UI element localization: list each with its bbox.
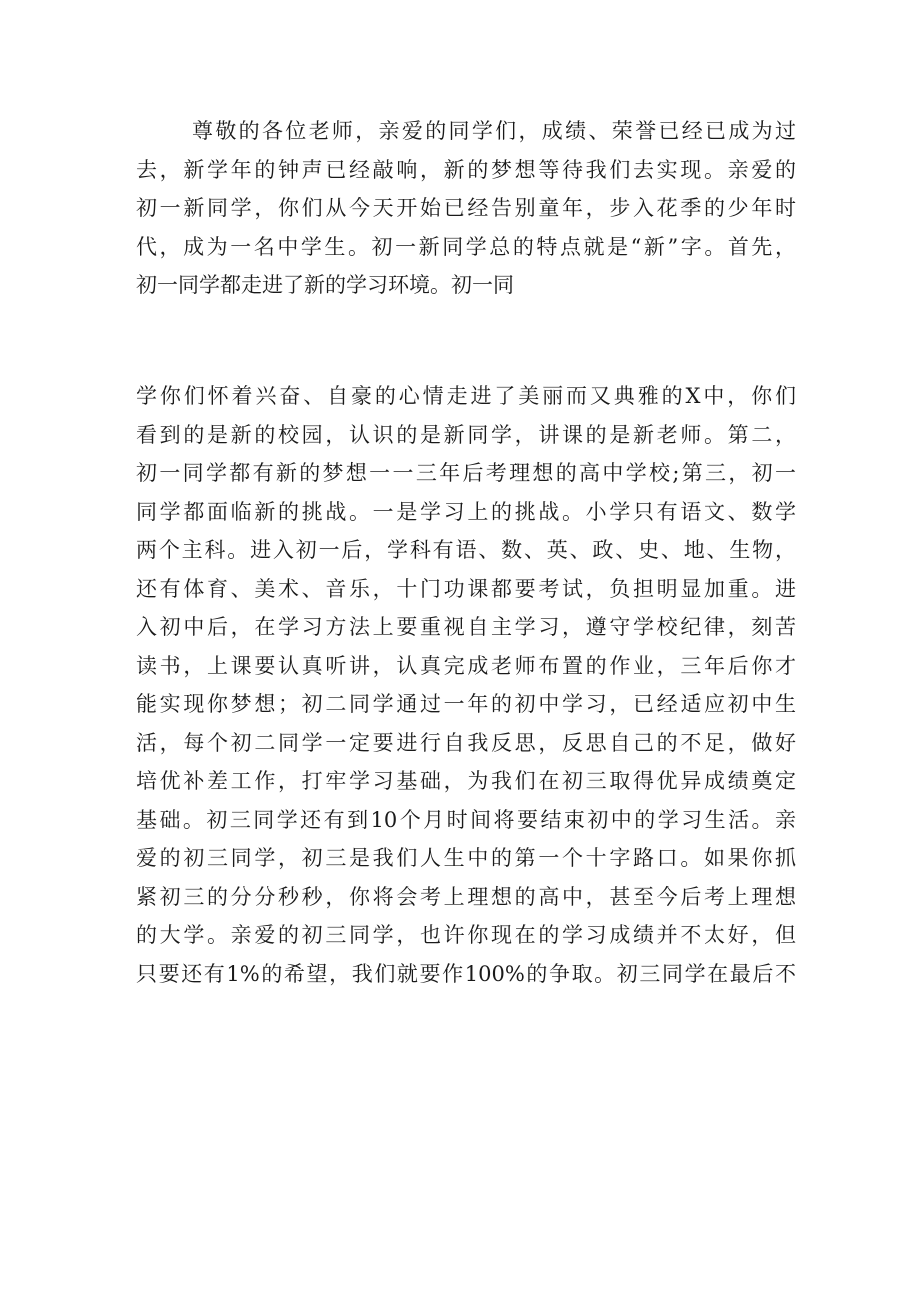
text-line: 看到的是新的校园，认识的是新同学，讲课的是新老师。第二， [136, 422, 796, 447]
text-line: 读书，上课要认真听讲，认真完成老师布置的作业，三年后你才 [136, 653, 796, 678]
text-line: 基础。初三同学还有到10个月时间将要结束初中的学习生活。亲 [136, 807, 796, 832]
text-line: 能实现你梦想；初二同学通过一年的初中学习，已经适应初中生 [136, 692, 796, 716]
text-line: 同学都面临新的挑战。一是学习上的挑战。小学只有语文、数学 [136, 499, 796, 524]
text-line: 初一新同学，你们从今天开始已经告别童年，步入花季的少年时 [136, 196, 796, 220]
paragraph-1 [136, 112, 796, 305]
text-line: 代，成为一名中学生。初一新同学总的特点就是“新”字。首先， [136, 234, 796, 259]
text-line: 初一同学都有新的梦想一一三年后考理想的高中学校;第三，初一 [136, 461, 796, 485]
text-line: 初一同学都走进了新的学习环境。初一同 [136, 273, 514, 297]
text-line: 尊敬的各位老师，亲爱的同学们，成绩、荣誉已经已成为过 [192, 119, 796, 143]
text-line: 入初中后，在学习方法上要重视自主学习，遵守学校纪律，刻苦 [136, 615, 796, 639]
text-line: 学你们怀着兴奋、自豪的心情走进了美丽而又典雅的X中，你们 [136, 384, 796, 408]
text-line: 只要还有1%的希望，我们就要作100%的争取。初三同学在最后不 [136, 961, 796, 986]
text-line: 两个主科。进入初一后，学科有语、数、英、政、史、地、生物， [136, 538, 796, 562]
text-line: 去，新学年的钟声已经敲响，新的梦想等待我们去实现。亲爱的 [136, 157, 796, 182]
text-line: 还有体育、美术、音乐，十门功课都要考试，负担明显加重。进 [136, 576, 796, 601]
text-line: 爱的初三同学，初三是我们人生中的第一个十字路口。如果你抓 [136, 846, 796, 870]
text-line: 的大学。亲爱的初三同学，也许你现在的学习成绩并不太好，但 [136, 923, 796, 947]
text-line: 活，每个初二同学一定要进行自我反思，反思自己的不足，做好 [136, 730, 796, 755]
text-line: 紧初三的分分秒秒，你将会考上理想的高中，甚至今后考上理想 [136, 884, 796, 909]
paragraph-2 [136, 377, 796, 993]
text-line: 培优补差工作，打牢学习基础，为我们在初三取得优异成绩奠定 [136, 769, 796, 793]
